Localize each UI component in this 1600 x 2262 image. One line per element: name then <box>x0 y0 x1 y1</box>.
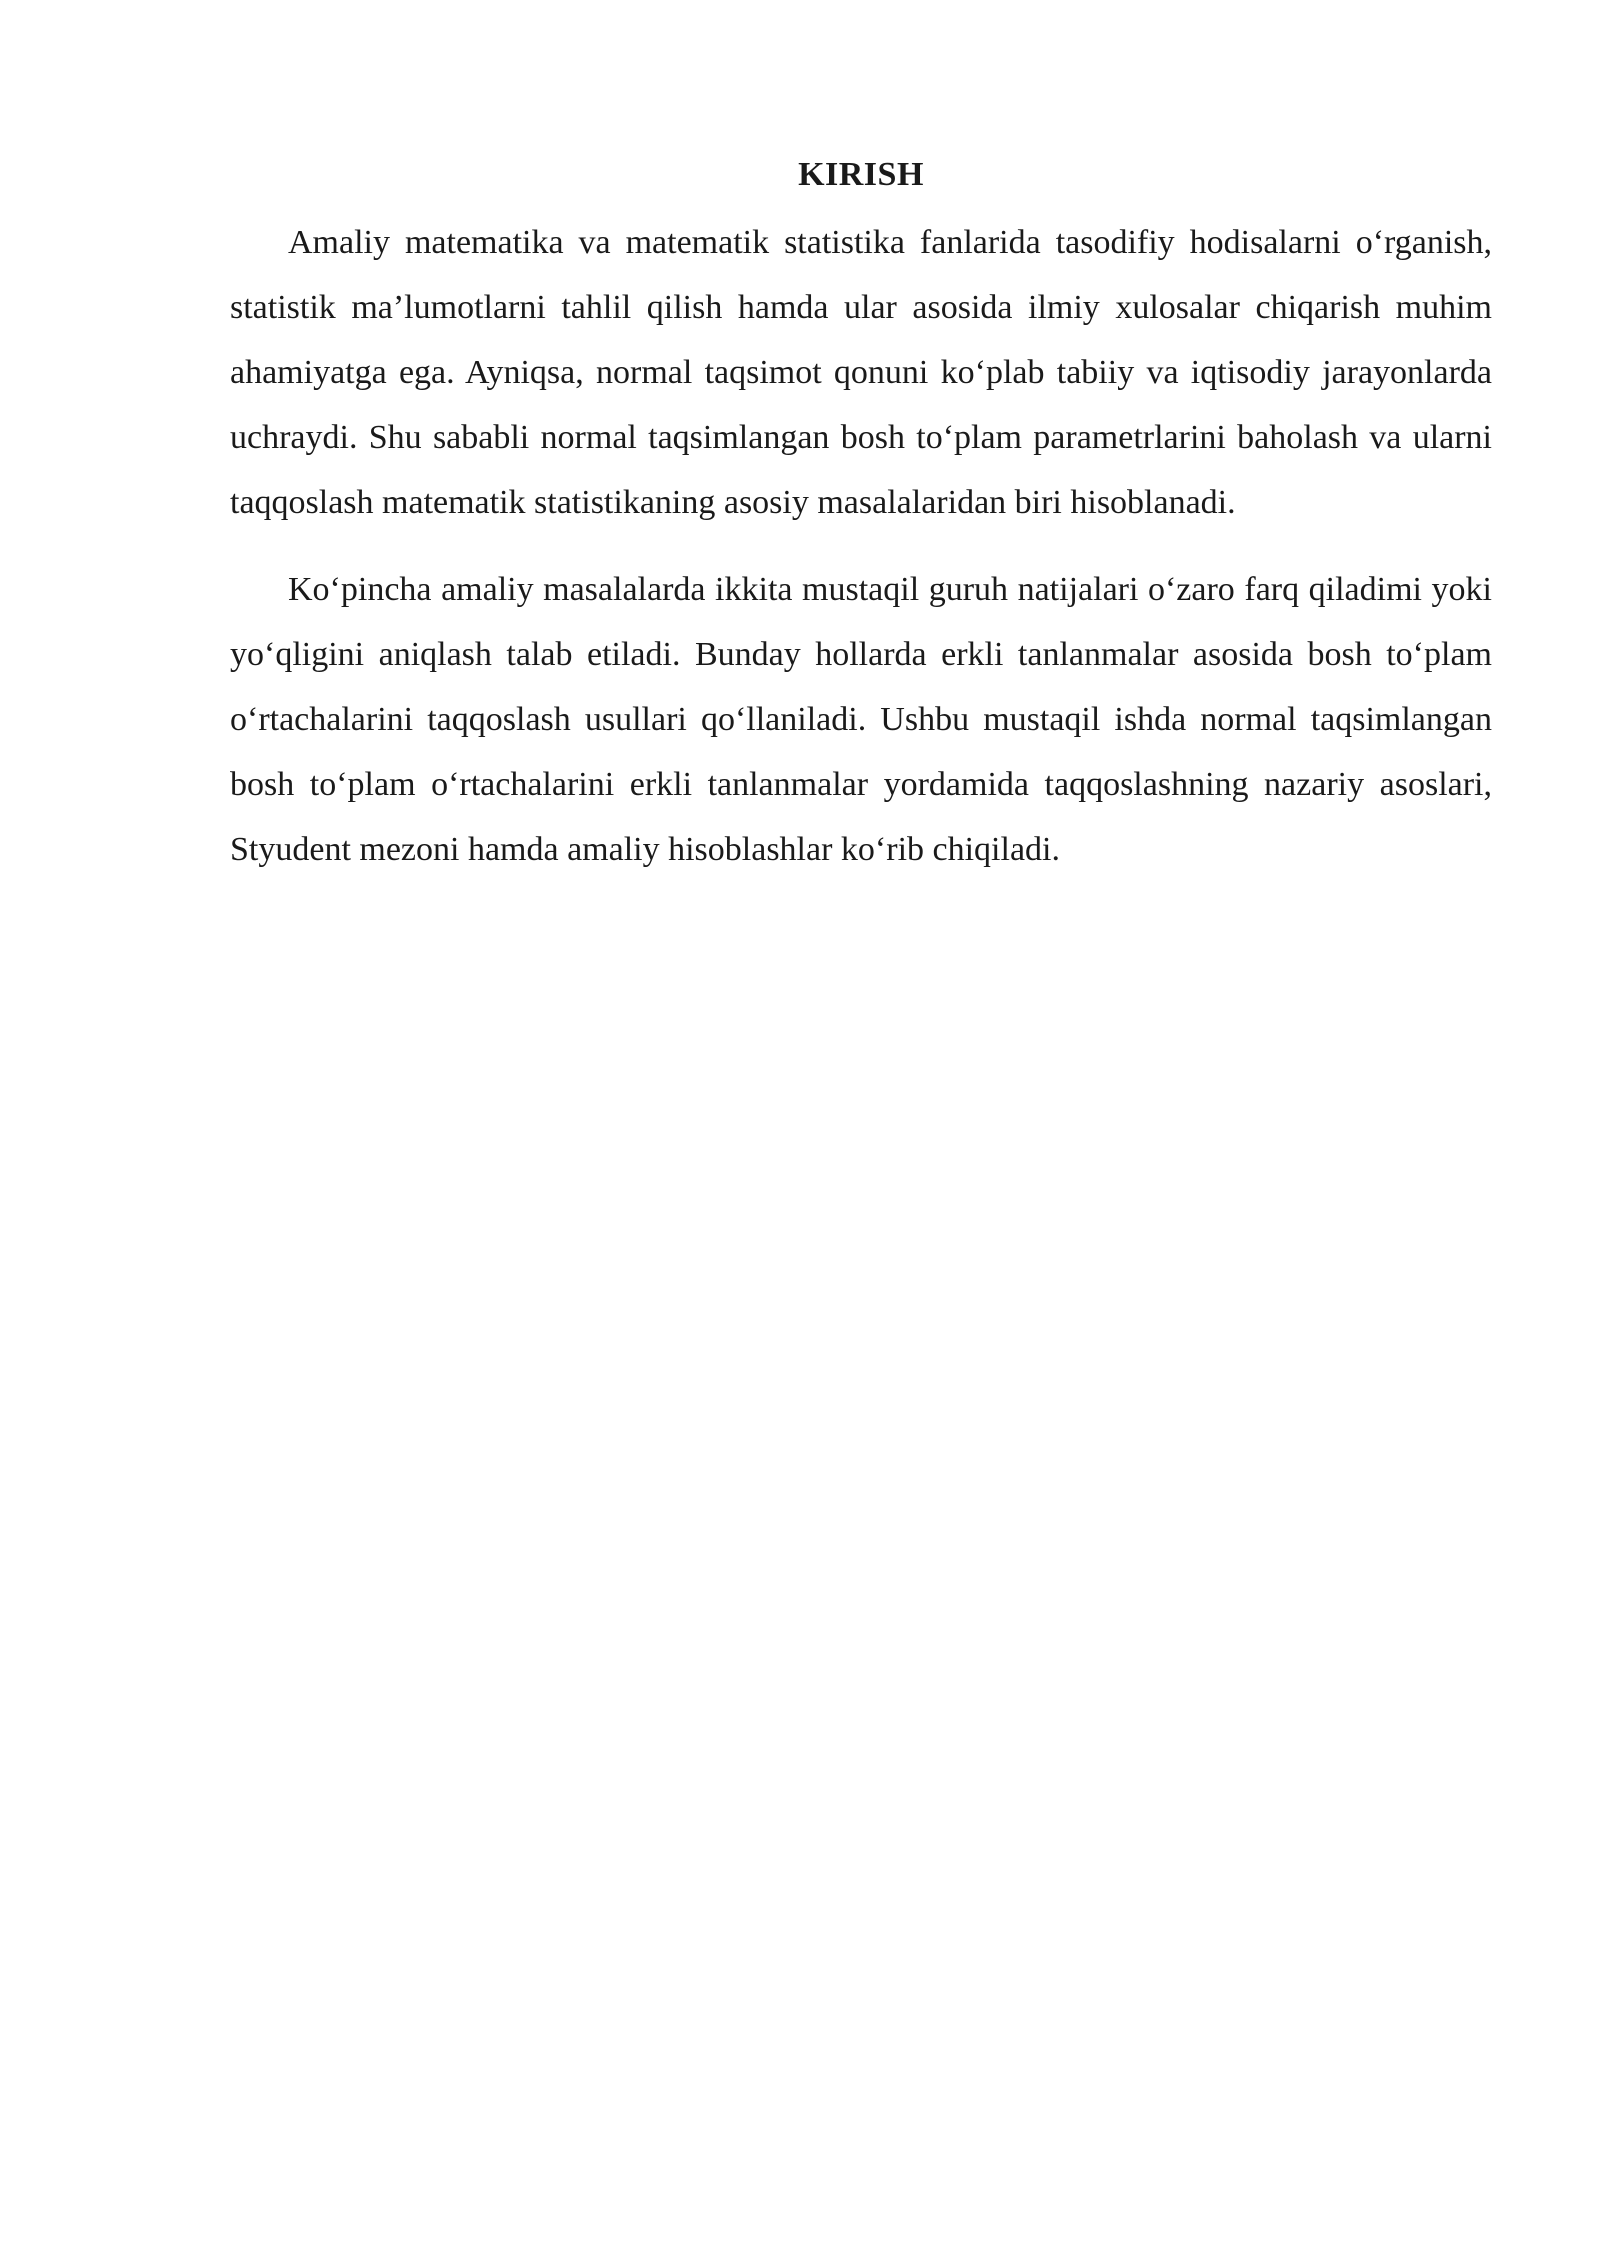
paragraph-purpose: Ko‘pincha amaliy masalalarda ikkita mustaqil guruh natijalari o‘zaro farq qiladimi yoki yo‘qligini aniqlash talab etiladi. Bunday hollarda erkli tanlanmalar asosida bosh to‘plam o‘rtachalarini taqqoslash usullari qo‘llaniladi. Ushbu mustaqil ishda normal taqsimlangan bosh to‘plam o‘rtachalarini erkli tanlanmalar yordamida taqqoslashning nazariy asoslari, Styudent mezoni hamda amaliy hisoblashlar ko‘rib chiqiladi. <box>230 571 1492 868</box>
document-body <box>230 150 1492 904</box>
section-heading: KIRISH <box>798 156 924 193</box>
paragraph-intro: Amaliy matematika va matematik statistika fanlarida tasodifiy hodisalarni o‘rganish, statistik ma’lumotlarni tahlil qilish hamda ular asosida ilmiy xulosalar chiqarish muhim ahamiyatga ega. Ayniqsa, normal taqsimot qonuni ko‘plab tabiiy va iqtisodiy jarayonlarda uchraydi. Shu sababli normal taqsimlangan bosh to‘plam parametrlarini baholash va ularni taqqoslash matematik statistikaning asosiy masalalaridan biri hisoblanadi. <box>230 224 1492 521</box>
